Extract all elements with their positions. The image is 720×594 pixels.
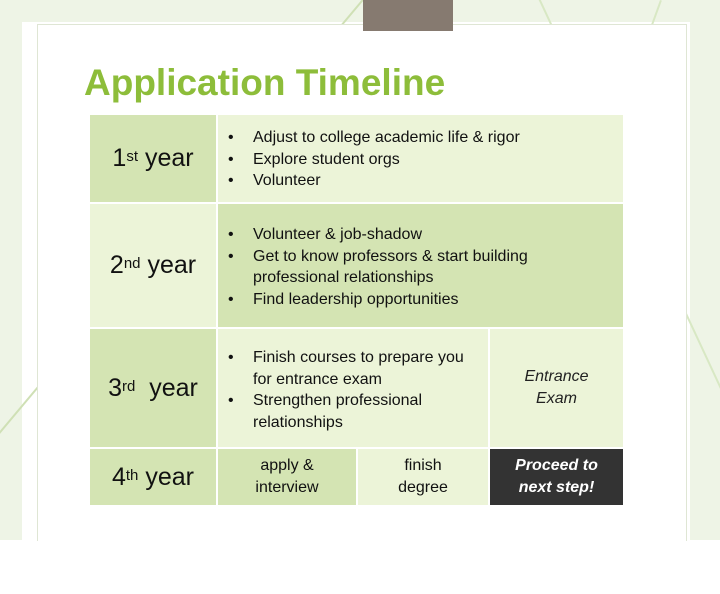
year-word: year — [149, 373, 198, 402]
list-item: • Strengthen professional relationships — [228, 390, 474, 433]
bullet-list — [228, 224, 583, 310]
year-suffix: st — [126, 148, 138, 165]
list-item: • Find leadership opportunities — [228, 289, 583, 311]
list-item: • Volunteer & job-shadow — [228, 224, 583, 246]
year-label-1 — [90, 115, 216, 202]
step-apply-interview — [218, 449, 356, 505]
year-label-2 — [90, 204, 216, 327]
list-item: • Explore student orgs — [228, 149, 623, 171]
step-finish-degree — [358, 449, 488, 505]
year-word: year — [144, 144, 194, 172]
year-2-tasks — [218, 204, 623, 327]
year-word: year — [147, 251, 197, 279]
page-title: Application Timeline — [84, 62, 446, 103]
step-label: finish degree — [398, 457, 448, 496]
bullet-list — [228, 127, 623, 192]
year-number: 4 — [111, 462, 126, 491]
year-1-tasks — [218, 115, 623, 202]
entrance-exam-cell — [490, 329, 623, 447]
accent-box — [363, 0, 453, 31]
year-number: 2 — [109, 251, 124, 279]
year-label-3 — [90, 329, 216, 447]
year-label-4 — [90, 449, 216, 505]
year-3-tasks — [218, 329, 488, 447]
list-item: • Adjust to college academic life & rigor — [228, 127, 623, 149]
background-band-left — [0, 0, 22, 540]
step-label: apply & interview — [255, 457, 319, 496]
entrance-exam-label: Entrance Exam — [524, 368, 589, 407]
year-suffix: th — [125, 466, 139, 484]
proceed-label: Proceed to next step! — [515, 457, 598, 496]
background-band-right — [690, 0, 720, 540]
year-suffix: nd — [123, 255, 141, 272]
list-item: • Volunteer — [228, 170, 623, 192]
proceed-next-step-cell — [490, 449, 623, 505]
year-number: 3 — [108, 373, 122, 402]
year-number: 1 — [112, 144, 127, 172]
list-item: • Finish courses to prepare you for entrance exam — [228, 347, 474, 390]
year-suffix: rd — [122, 377, 136, 395]
bullet-list — [228, 347, 474, 433]
list-item: • Get to know professors & start building professional relationships — [228, 246, 583, 289]
year-word: year — [145, 462, 194, 491]
